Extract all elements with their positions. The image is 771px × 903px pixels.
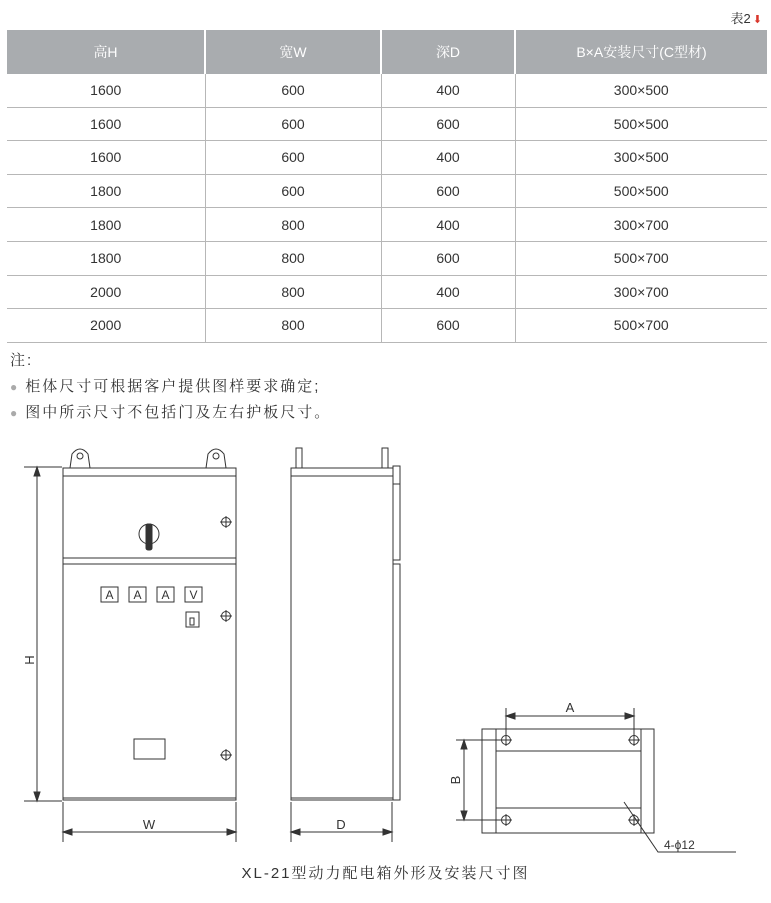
cabinet-front: [63, 468, 236, 800]
dim-height-label: H: [22, 655, 37, 665]
table-row: [7, 309, 767, 343]
cabinet-side: [291, 468, 393, 800]
bullet-icon: ●: [10, 380, 20, 394]
table-cell: 400: [381, 275, 515, 309]
table-cell: 400: [381, 74, 515, 107]
table-cell: 800: [205, 208, 381, 242]
table-cell: 400: [381, 208, 515, 242]
door-profile: [393, 484, 400, 560]
figure-caption: XL-21型动力配电箱外形及安装尺寸图: [241, 865, 530, 882]
notes: [10, 348, 331, 426]
table-row: [7, 141, 767, 175]
notes-title: 注:: [10, 352, 34, 369]
table-cell: 600: [381, 309, 515, 343]
table-row: [7, 208, 767, 242]
table-cell: 1800: [7, 241, 205, 275]
door-profile: [393, 564, 400, 800]
table-cell: 1800: [7, 174, 205, 208]
table-cell: 2000: [7, 309, 205, 343]
table-cell: 300×500: [515, 141, 767, 175]
table-cell: 500×500: [515, 107, 767, 141]
note-item: [10, 374, 331, 400]
hole-label: 4-ϕ12: [664, 838, 695, 852]
meter-label: A: [133, 588, 142, 602]
dim-b-label: B: [448, 775, 463, 785]
lifting-eye-hole: [77, 453, 83, 459]
bullet-icon: ●: [10, 406, 20, 420]
header-depth: 深D: [381, 30, 515, 74]
table-cell: 1600: [7, 74, 205, 107]
meter-label: V: [189, 588, 198, 602]
table-header-row: [7, 30, 767, 74]
table-cell: 800: [205, 275, 381, 309]
download-icon: ⬇: [752, 14, 762, 26]
header-width: 宽W: [205, 30, 381, 74]
table-cell: 300×700: [515, 208, 767, 242]
table-row: [7, 275, 767, 309]
table-cell: 600: [381, 241, 515, 275]
screw-icon: [220, 610, 232, 622]
table-cell: 500×500: [515, 174, 767, 208]
screw-icon: [220, 516, 232, 528]
table-row: [7, 107, 767, 141]
header-height: 高H: [7, 30, 205, 74]
table-cell: 600: [205, 141, 381, 175]
note-text: 柜体尺寸可根据客户提供图样要求确定;: [25, 378, 321, 395]
main-switch-icon: [139, 524, 159, 550]
spec-table: [7, 30, 767, 343]
table-cell: 600: [381, 174, 515, 208]
lifting-eye-side: [382, 448, 388, 468]
technical-drawing: [0, 440, 771, 860]
table-cell: 600: [205, 174, 381, 208]
table-cell: 300×500: [515, 74, 767, 107]
nameplate: [134, 739, 165, 759]
table-cell: 600: [381, 107, 515, 141]
table-body: [7, 74, 767, 342]
table-cell: 600: [205, 74, 381, 107]
mounting-hole-icon: [628, 814, 640, 826]
meter-label: A: [105, 588, 114, 602]
mounting-view: [448, 700, 736, 852]
dim-a-label: A: [565, 700, 575, 715]
front-view: [22, 449, 236, 842]
mounting-hole-icon: [500, 814, 512, 826]
mounting-hole-icon: [500, 734, 512, 746]
header-mounting: B×A安装尺寸(C型材): [515, 30, 767, 74]
table-cell: 800: [205, 309, 381, 343]
side-view: [291, 448, 400, 842]
dim-depth-label: D: [336, 817, 346, 832]
table-cell: 1800: [7, 208, 205, 242]
meter-row: [101, 587, 202, 602]
note-item: [10, 400, 331, 426]
screw-icon: [220, 749, 232, 761]
table-cell: 500×700: [515, 309, 767, 343]
table-tag: [700, 8, 762, 26]
note-text: 图中所示尺寸不包括门及左右护板尺寸。: [25, 404, 332, 421]
table-row: [7, 174, 767, 208]
table-cell: 2000: [7, 275, 205, 309]
lifting-eye-side: [296, 448, 302, 468]
lifting-eye-hole: [213, 453, 219, 459]
table-cell: 800: [205, 241, 381, 275]
table-cell: 1600: [7, 107, 205, 141]
table-cell: 1600: [7, 141, 205, 175]
table-tag-label: 表2: [730, 11, 751, 26]
meter-label: A: [161, 588, 170, 602]
table-row: [7, 74, 767, 107]
table-cell: 500×700: [515, 241, 767, 275]
dim-width-label: W: [142, 817, 156, 832]
table-cell: 300×700: [515, 275, 767, 309]
table-row: [7, 241, 767, 275]
mounting-hole-icon: [628, 734, 640, 746]
table-cell: 600: [205, 107, 381, 141]
table-cell: 400: [381, 141, 515, 175]
